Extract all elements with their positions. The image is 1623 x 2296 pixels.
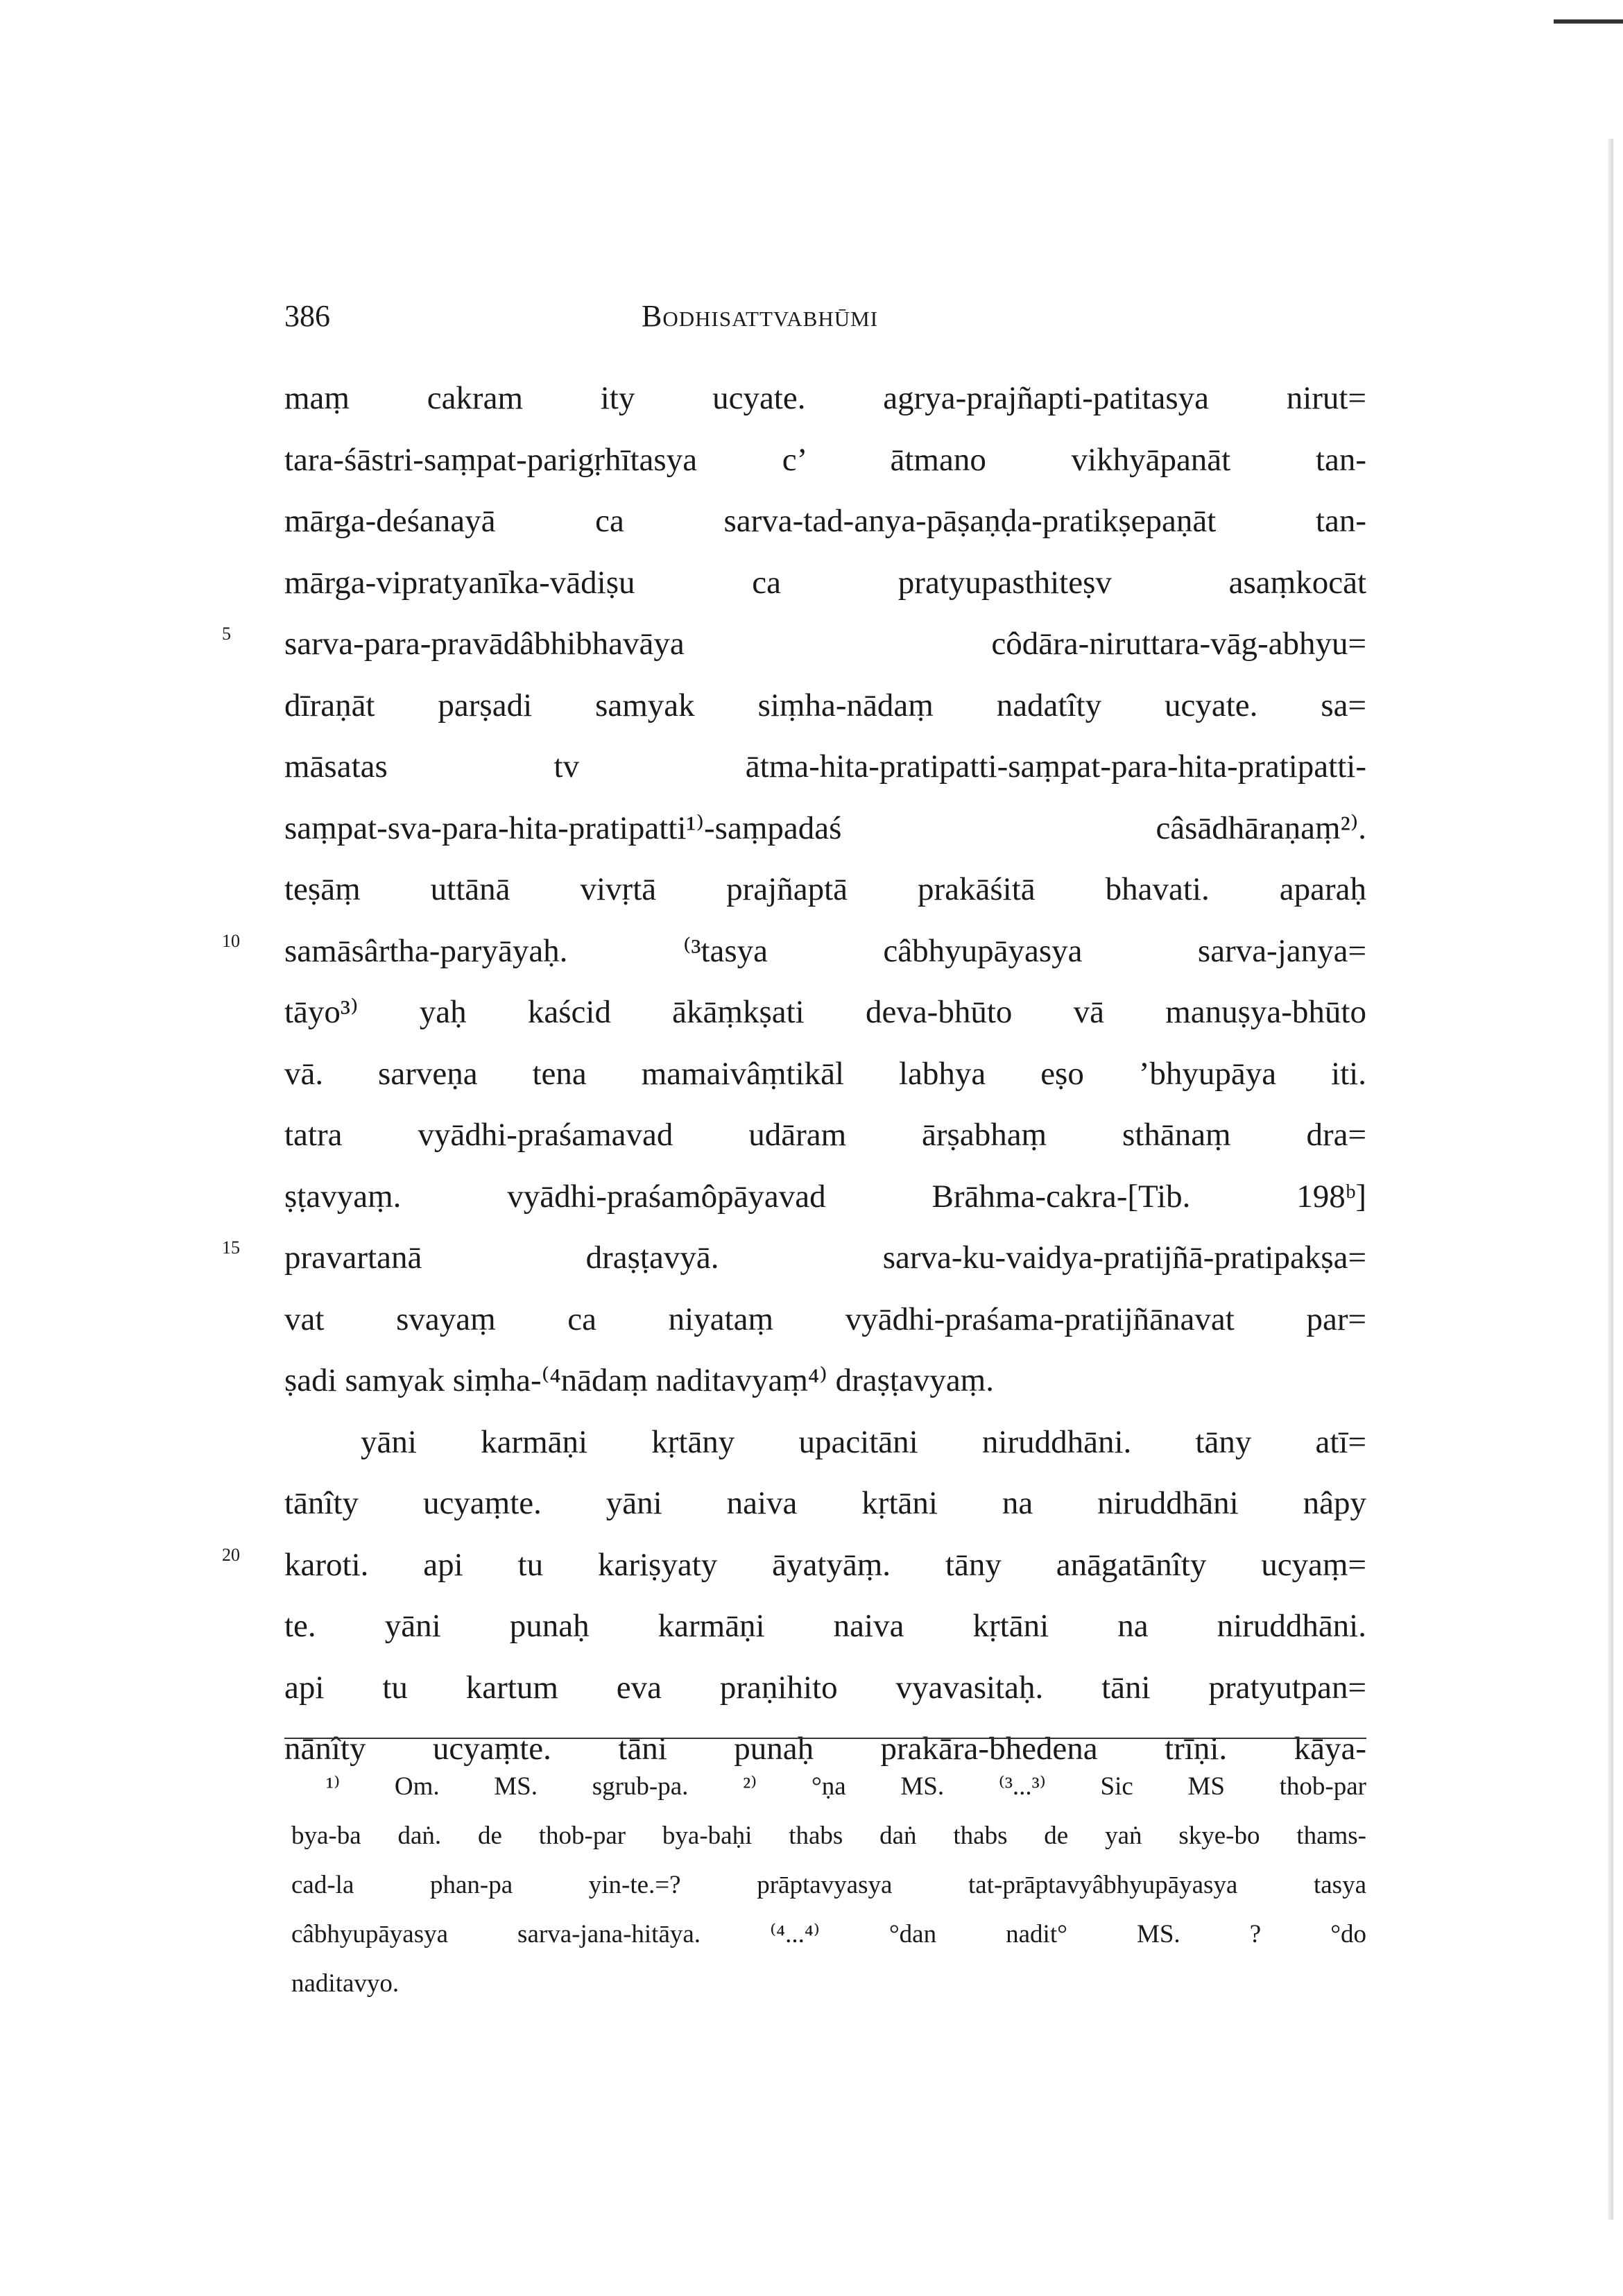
text-line — [284, 859, 1366, 920]
line-text: te. yāni punaḥ karmāṇi naiva kṛtāni na niruddhāni. — [284, 1608, 1366, 1644]
line-text: yāni karmāṇi kṛtāny upacitāni niruddhāni. tāny atī= — [361, 1423, 1366, 1460]
line-text: nānîty ucyaṃte. tāni punaḥ prakāra-bhedena trīṇi. kāya- — [284, 1731, 1366, 1767]
line-text: tānîty ucyaṃte. yāni naiva kṛtāni na niruddhāni nâpy — [284, 1485, 1366, 1521]
footnotes — [284, 1762, 1366, 2008]
main-text — [222, 368, 1366, 1780]
line-number: 5 — [222, 624, 231, 644]
footnote-line: ¹⁾ Om. MS. sgrub-pa. ²⁾ °ṇa MS. ⁽³...³⁾ Sic MS thob-par — [326, 1772, 1366, 1801]
line-text: tatra vyādhi-praśamavad udāram ārṣabhaṃ sthānaṃ dra= — [284, 1117, 1366, 1153]
binding-shadow — [1608, 139, 1613, 2220]
page-number: 386 — [284, 299, 330, 333]
text-line — [284, 736, 1366, 798]
line-text: vat svayaṃ ca niyataṃ vyādhi-praśama-pratijñānavat par= — [284, 1301, 1366, 1337]
line-text: pravartanā draṣṭavyā. sarva-ku-vaidya-pratijñā-pratipakṣa= — [284, 1240, 1366, 1276]
line-text: ṣṭavyaṃ. vyādhi-praśamôpāyavad Brāhma-cakra-[Tib. 198ᵇ] — [284, 1178, 1366, 1215]
line-text: ṣadi samyak siṃha-⁽⁴nādaṃ naditavyaṃ⁴⁾ draṣṭavyaṃ. — [284, 1362, 994, 1398]
line-number: 10 — [222, 930, 240, 951]
footnote-line: cad-la phan-pa yin-te.=? prāptavyasya tat-prāptavyâbhyupāyasya tasya — [291, 1871, 1366, 1899]
text-line — [284, 429, 1366, 491]
line-text: saṃpat-sva-para-hita-pratipatti¹⁾-saṃpadaś câsādhāraṇaṃ²⁾. — [284, 809, 1366, 846]
text-line — [284, 1473, 1366, 1534]
text-line — [284, 1104, 1366, 1166]
line-text: mārga-deśanayā ca sarva-tad-anya-pāṣaṇḍa-pratikṣepaṇāt tan- — [284, 503, 1366, 539]
text-line — [222, 920, 1366, 982]
text-line — [284, 675, 1366, 737]
footnote-divider — [284, 1738, 1366, 1739]
text-line — [284, 1043, 1366, 1105]
text-line — [284, 982, 1366, 1043]
line-text: sarva-para-pravādâbhibhavāya côdāra-niruttara-vāg-abhyu= — [284, 626, 1366, 662]
line-text: mārga-vipratyanīka-vādiṣu ca pratyupasthiteṣv asaṃkocāt — [284, 564, 1366, 601]
text-line — [284, 798, 1366, 859]
line-text: maṃ cakram ity ucyate. agrya-prajñapti-patitasya nirut= — [284, 380, 1366, 416]
line-number: 15 — [222, 1237, 240, 1258]
text-line — [284, 552, 1366, 614]
line-text: teṣāṃ uttānā vivṛtā prajñaptā prakāśitā bhavati. aparaḥ — [284, 871, 1366, 907]
text-line — [284, 368, 1366, 429]
line-text: māsatas tv ātma-hita-pratipatti-saṃpat-para-hita-pratipatti- — [284, 748, 1366, 785]
text-line — [222, 1227, 1366, 1289]
line-text: api tu kartum eva praṇihito vyavasitaḥ. tāni pratyutpan= — [284, 1669, 1366, 1706]
text-line — [284, 1166, 1366, 1228]
paragraph-first-line — [284, 1412, 1366, 1473]
footnote-line: bya-ba daṅ. de thob-par bya-baḥi thabs daṅ thabs de yaṅ skye-bo thams- — [291, 1822, 1366, 1850]
scan-edge-mark — [1554, 19, 1623, 24]
line-text: tāyo³⁾ yaḥ kaścid ākāṃkṣati deva-bhūto vā manuṣya-bhūto — [284, 994, 1366, 1030]
line-text: tara-śāstri-saṃpat-parigṛhītasya c’ ātmano vikhyāpanāt tan- — [284, 441, 1366, 478]
line-text: samāsârtha-paryāyaḥ. ⁽³tasya câbhyupāyasya sarva-janya= — [284, 932, 1366, 969]
text-line — [284, 1289, 1366, 1351]
page-header — [284, 297, 1366, 339]
line-text: dīraṇāt parṣadi samyak siṃha-nādaṃ nadatîty ucyate. sa= — [284, 687, 1366, 723]
line-text: vā. sarveṇa tena mamaivâṃtikāl labhya eṣo ’bhyupāya iti. — [284, 1055, 1366, 1092]
footnote-line: câbhyupāyasya sarva-jana-hitāya. ⁽⁴...⁴⁾ °dan nadit° MS. ? °do — [291, 1920, 1366, 1948]
text-line — [284, 490, 1366, 552]
text-line — [284, 1350, 1366, 1412]
line-text: karoti. api tu kariṣyaty āyatyāṃ. tāny anāgatānîty ucyaṃ= — [284, 1546, 1366, 1583]
text-line — [284, 1657, 1366, 1719]
line-number: 20 — [222, 1544, 240, 1565]
text-line — [284, 1595, 1366, 1657]
text-line — [222, 613, 1366, 675]
running-title: Bodhisattvabhūmi — [642, 299, 879, 333]
text-line — [222, 1534, 1366, 1596]
footnote-line: naditavyo. — [291, 1969, 400, 1998]
